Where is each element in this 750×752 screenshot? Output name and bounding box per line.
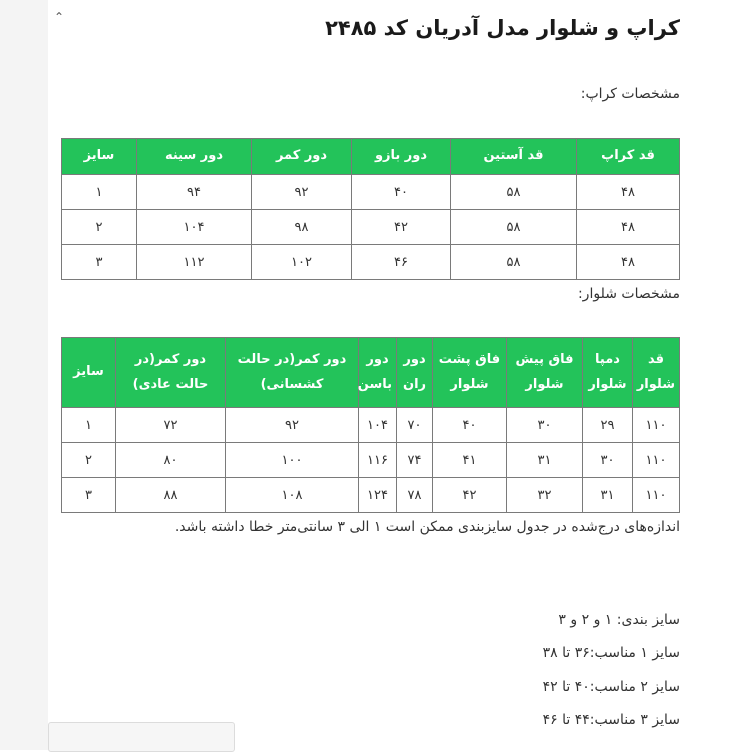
table-cell: ۱۰۴	[359, 408, 397, 443]
table-cell: ۳۱	[583, 478, 633, 513]
crop-header-cell: سایز	[62, 139, 137, 175]
table-row	[62, 408, 680, 443]
pants-spec-label: مشخصات شلوار:	[577, 286, 680, 302]
table-cell: ۷۴	[397, 443, 433, 478]
pants-header-cell: دور باسن	[359, 338, 397, 408]
pants-header-cell: فاق پشت شلوار	[433, 338, 507, 408]
table-cell: ۱	[62, 175, 137, 210]
table-cell: ۱۰۴	[137, 210, 252, 245]
table-cell: ۹۲	[252, 175, 352, 210]
crop-header-cell: قد کراپ	[577, 139, 680, 175]
pants-header-cell: دور کمر(در حالت کشسانی)	[226, 338, 359, 408]
pants-header-cell: دور ران	[397, 338, 433, 408]
table-cell: ۴۸	[577, 245, 680, 280]
pants-table-header-row	[62, 338, 680, 408]
left-sidebar-strip	[0, 0, 48, 750]
pants-header-cell: دور کمر(در حالت عادی)	[116, 338, 226, 408]
table-cell: ۷۰	[397, 408, 433, 443]
table-cell: ۱۰۸	[226, 478, 359, 513]
table-cell: ۱۱۰	[633, 408, 680, 443]
table-row	[62, 478, 680, 513]
table-row	[62, 175, 680, 210]
table-cell: ۱۱۲	[137, 245, 252, 280]
size-info-line: سایز ۱ مناسب:۳۶ تا ۳۸	[542, 645, 680, 661]
table-cell: ۳۰	[583, 443, 633, 478]
table-cell: ۱	[62, 408, 116, 443]
table-cell: ۱۱۰	[633, 478, 680, 513]
table-cell: ۴۶	[352, 245, 451, 280]
page-title: کراپ و شلوار مدل آدریان کد ۲۴۸۵	[325, 16, 680, 40]
table-cell: ۳۲	[507, 478, 583, 513]
table-cell: ۷۸	[397, 478, 433, 513]
table-cell: ۸۸	[116, 478, 226, 513]
size-info-line: سایز بندی: ۱ و ۲ و ۳	[558, 612, 680, 628]
crop-size-table	[61, 138, 680, 280]
pants-header-cell: سایز	[62, 338, 116, 408]
crop-header-cell: دور سینه	[137, 139, 252, 175]
table-cell: ۱۱۰	[633, 443, 680, 478]
table-cell: ۳۰	[507, 408, 583, 443]
product-description	[62, 0, 680, 750]
table-cell: ۷۲	[116, 408, 226, 443]
size-info-line: سایز ۳ مناسب:۴۴ تا ۴۶	[542, 712, 680, 728]
table-cell: ۴۲	[433, 478, 507, 513]
pants-header-cell: دمپا شلوار	[583, 338, 633, 408]
crop-header-cell: دور بازو	[352, 139, 451, 175]
pants-header-cell: فاق پیش شلوار	[507, 338, 583, 408]
table-cell: ۳۱	[507, 443, 583, 478]
pants-header-cell: قد شلوار	[633, 338, 680, 408]
crop-header-cell: قد آستین	[451, 139, 577, 175]
crop-spec-label: مشخصات کراپ:	[580, 86, 680, 102]
table-cell: ۴۲	[352, 210, 451, 245]
table-cell: ۸۰	[116, 443, 226, 478]
table-cell: ۱۱۶	[359, 443, 397, 478]
table-row	[62, 245, 680, 280]
table-cell: ۵۸	[451, 210, 577, 245]
table-cell: ۹۸	[252, 210, 352, 245]
size-info-line: سایز ۲ مناسب:۴۰ تا ۴۲	[542, 679, 680, 695]
table-cell: ۵۸	[451, 175, 577, 210]
table-cell: ۲۹	[583, 408, 633, 443]
table-cell: ۳	[62, 478, 116, 513]
table-cell: ۱۰۲	[252, 245, 352, 280]
table-cell: ۲	[62, 443, 116, 478]
table-cell: ۱۲۴	[359, 478, 397, 513]
table-row	[62, 443, 680, 478]
size-tolerance-note: اندازه‌های درج‌شده در جدول سایزبندی ممکن است ۱ الی ۳ سانتی‌متر خطا داشته باشد.	[174, 519, 680, 535]
table-cell: ۹۲	[226, 408, 359, 443]
table-cell: ۹۴	[137, 175, 252, 210]
table-cell: ۴۸	[577, 175, 680, 210]
table-cell: ۴۱	[433, 443, 507, 478]
table-cell: ۱۰۰	[226, 443, 359, 478]
crop-header-cell: دور کمر	[252, 139, 352, 175]
chevron-up-icon[interactable]: ⌃	[48, 10, 70, 30]
table-cell: ۲	[62, 210, 137, 245]
table-cell: ۴۸	[577, 210, 680, 245]
crop-table-header-row	[62, 139, 680, 175]
table-cell: ۳	[62, 245, 137, 280]
table-cell: ۴۰	[433, 408, 507, 443]
table-cell: ۴۰	[352, 175, 451, 210]
pants-size-table	[61, 337, 680, 513]
table-cell: ۵۸	[451, 245, 577, 280]
table-row	[62, 210, 680, 245]
